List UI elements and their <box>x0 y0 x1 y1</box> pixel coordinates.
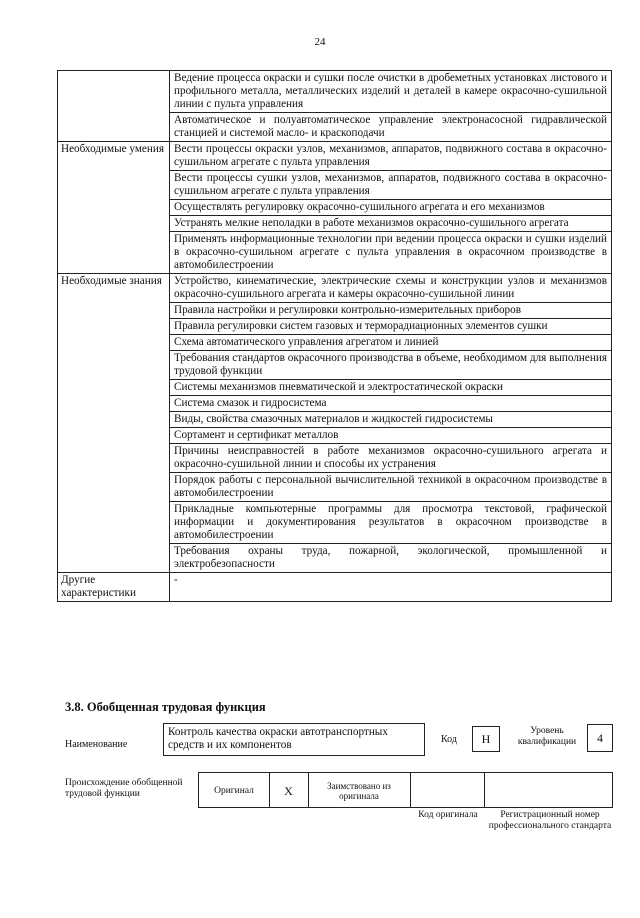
code-label: Код <box>441 734 457 745</box>
row-text: Устранять мелкие неполадки в работе механизмов окрасочно-сушильного агрегата <box>170 216 612 232</box>
row-text: Устройство, кинематические, электрические схемы и конструкции узлов и механизмов окрасочно-сушильного агрегата и камеры окрасочно-сушильной линии <box>170 274 612 303</box>
reg-number-label: Регистрационный номер профессионального стандарта <box>488 810 612 831</box>
row-text: Вести процессы сушки узлов, механизмов, аппаратов, подвижного состава в окрасочно-сушильном агрегате с пульта управления <box>170 171 612 200</box>
row-label: Необходимые умения <box>58 142 170 274</box>
name-label: Наименование <box>65 739 128 750</box>
row-text: Применять информационные технологии при ведении процесса окраски и сушки изделий в окрасочно-сушильном агрегате с пульта управления в окрасочном производстве в автомобилестроении <box>170 232 612 274</box>
row-text: Автоматическое и полуавтоматическое управление электронасосной гидравлической станцией и системой масло- и краскоподачи <box>170 113 612 142</box>
table-row <box>58 274 612 303</box>
row-text: Виды, свойства смазочных материалов и жидкостей гидросистемы <box>170 412 612 428</box>
row-text: Прикладные компьютерные программы для просмотра текстовой, графической информации и документирования результатов в окрасочном производстве в автомобилестроении <box>170 502 612 544</box>
name-value-box: Контроль качества окраски автотранспортных средств и их компонентов <box>163 723 425 756</box>
row-text: Правила регулировки систем газовых и терморадиационных элементов сушки <box>170 319 612 335</box>
section-title: 3.8. Обобщенная трудовая функция <box>65 700 266 714</box>
table-body <box>58 71 612 602</box>
row-text: Вести процессы окраски узлов, механизмов, аппаратов, подвижного состава в окрасочно-сушильном агрегате с пульта управления <box>170 142 612 171</box>
table-row <box>58 573 612 602</box>
page-number: 24 <box>314 36 326 48</box>
row-label <box>58 71 170 142</box>
row-text: Причины неисправностей в работе механизмов окрасочно-сушильного агрегата и окрасочно-сушильной линии и способы их устранения <box>170 444 612 473</box>
row-text: Порядок работы с персональной вычислительной техникой в окрасочном производстве в автомобилестроении <box>170 473 612 502</box>
row-text: Схема автоматического управления агрегатом и линией <box>170 335 612 351</box>
competency-table <box>57 70 612 602</box>
row-text: Осуществлять регулировку окрасочно-сушильного агрегата и его механизмов <box>170 200 612 216</box>
row-text: Сортамент и сертификат металлов <box>170 428 612 444</box>
divider <box>484 773 485 807</box>
table-row <box>58 142 612 171</box>
original-label: Оригинал <box>214 785 254 796</box>
level-value-box: 4 <box>587 724 613 752</box>
row-text: - <box>170 573 612 602</box>
origin-label: Происхождение обобщенной трудовой функции <box>65 778 183 799</box>
divider <box>410 773 411 807</box>
row-text: Правила настройки и регулировки контрольно-измерительных приборов <box>170 303 612 319</box>
code-value-box: Н <box>472 726 500 752</box>
row-text: Система смазок и гидросистема <box>170 396 612 412</box>
level-label: Уровень квалификации <box>517 726 577 747</box>
origin-grid <box>198 772 613 808</box>
table-row <box>58 71 612 113</box>
row-text: Требования стандартов окрасочного производства в объеме, необходимом для выполнения трудовой функции <box>170 351 612 380</box>
original-mark: X <box>284 783 293 798</box>
row-label: Другие характеристики <box>58 573 170 602</box>
origin-code-label: Код оригинала <box>418 810 478 820</box>
row-text: Системы механизмов пневматической и электростатической окраски <box>170 380 612 396</box>
row-text: Требования охраны труда, пожарной, экологической, промышленной и электробезопасности <box>170 544 612 573</box>
borrowed-label: Заимствовано из оригинала <box>327 781 391 801</box>
row-text: Ведение процесса окраски и сушки после очистки в дробеметных установках листового и профильного металла, металлических изделий и деталей в камере окрасочно-сушильной линии с пульта управления <box>170 71 612 113</box>
row-label: Необходимые знания <box>58 274 170 573</box>
